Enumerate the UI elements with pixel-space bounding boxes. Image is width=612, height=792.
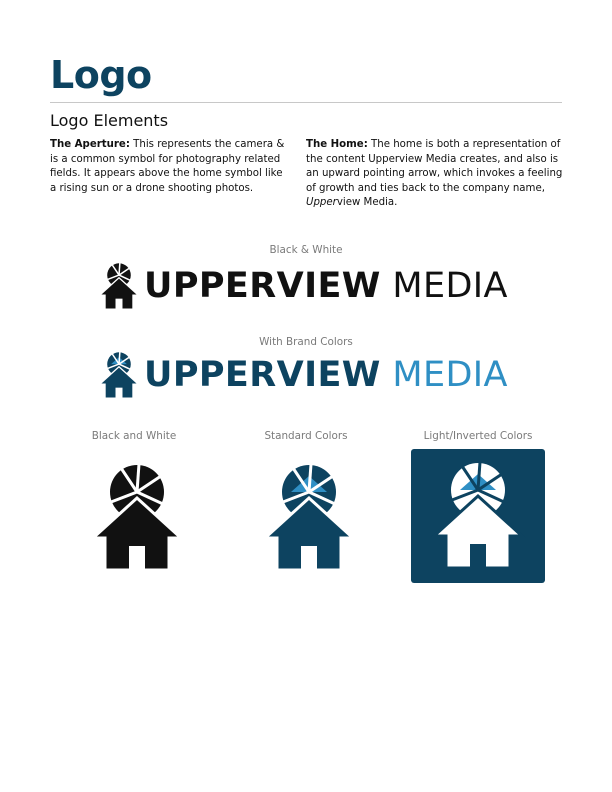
wordmark-light: MEDIA	[392, 355, 508, 395]
inverted-icon-caption: Light/Inverted Colors	[423, 430, 533, 442]
standard-icon-caption: Standard Colors	[264, 430, 348, 442]
brand-wordmark-text	[144, 351, 508, 399]
page-title: Logo	[50, 53, 152, 97]
bw-wordmark-caption: Black & White	[269, 244, 343, 256]
bw-wordmark-text	[144, 262, 508, 310]
standard-house-aperture-icon	[261, 462, 357, 572]
wordmark-light: MEDIA	[392, 266, 508, 306]
inverted-house-aperture-icon	[430, 460, 526, 570]
brand-wordmark-caption: With Brand Colors	[259, 336, 353, 348]
bw-wordmark-logo	[97, 262, 527, 310]
wordmark-strong: UPPERVIEW	[144, 266, 381, 306]
home-text-1: The home is both a representation of the content Upperview Media creates, and also is an upward pointing arrow, which invokes a feeling of growth and ties back to the company name,	[306, 139, 563, 194]
wordmark-strong: UPPERVIEW	[144, 355, 381, 395]
house-aperture-icon	[97, 351, 141, 399]
brand-wordmark-logo	[97, 351, 527, 399]
home-text-emphasis: Upper	[306, 197, 337, 209]
section-subtitle: Logo Elements	[50, 111, 169, 130]
home-description	[306, 138, 566, 211]
title-divider	[50, 102, 562, 103]
aperture-description	[50, 138, 290, 196]
bw-house-aperture-icon	[89, 462, 185, 572]
house-aperture-icon	[97, 262, 141, 310]
aperture-text: This represents the camera & is a common symbol for photography related fields. It appears above the home symbol like a rising sun or a drone shooting photos.	[50, 139, 285, 194]
home-text-2: view Media.	[336, 197, 398, 209]
bw-icon-caption: Black and White	[91, 430, 177, 442]
home-label: The Home:	[306, 139, 368, 150]
aperture-label: The Aperture:	[50, 139, 130, 150]
